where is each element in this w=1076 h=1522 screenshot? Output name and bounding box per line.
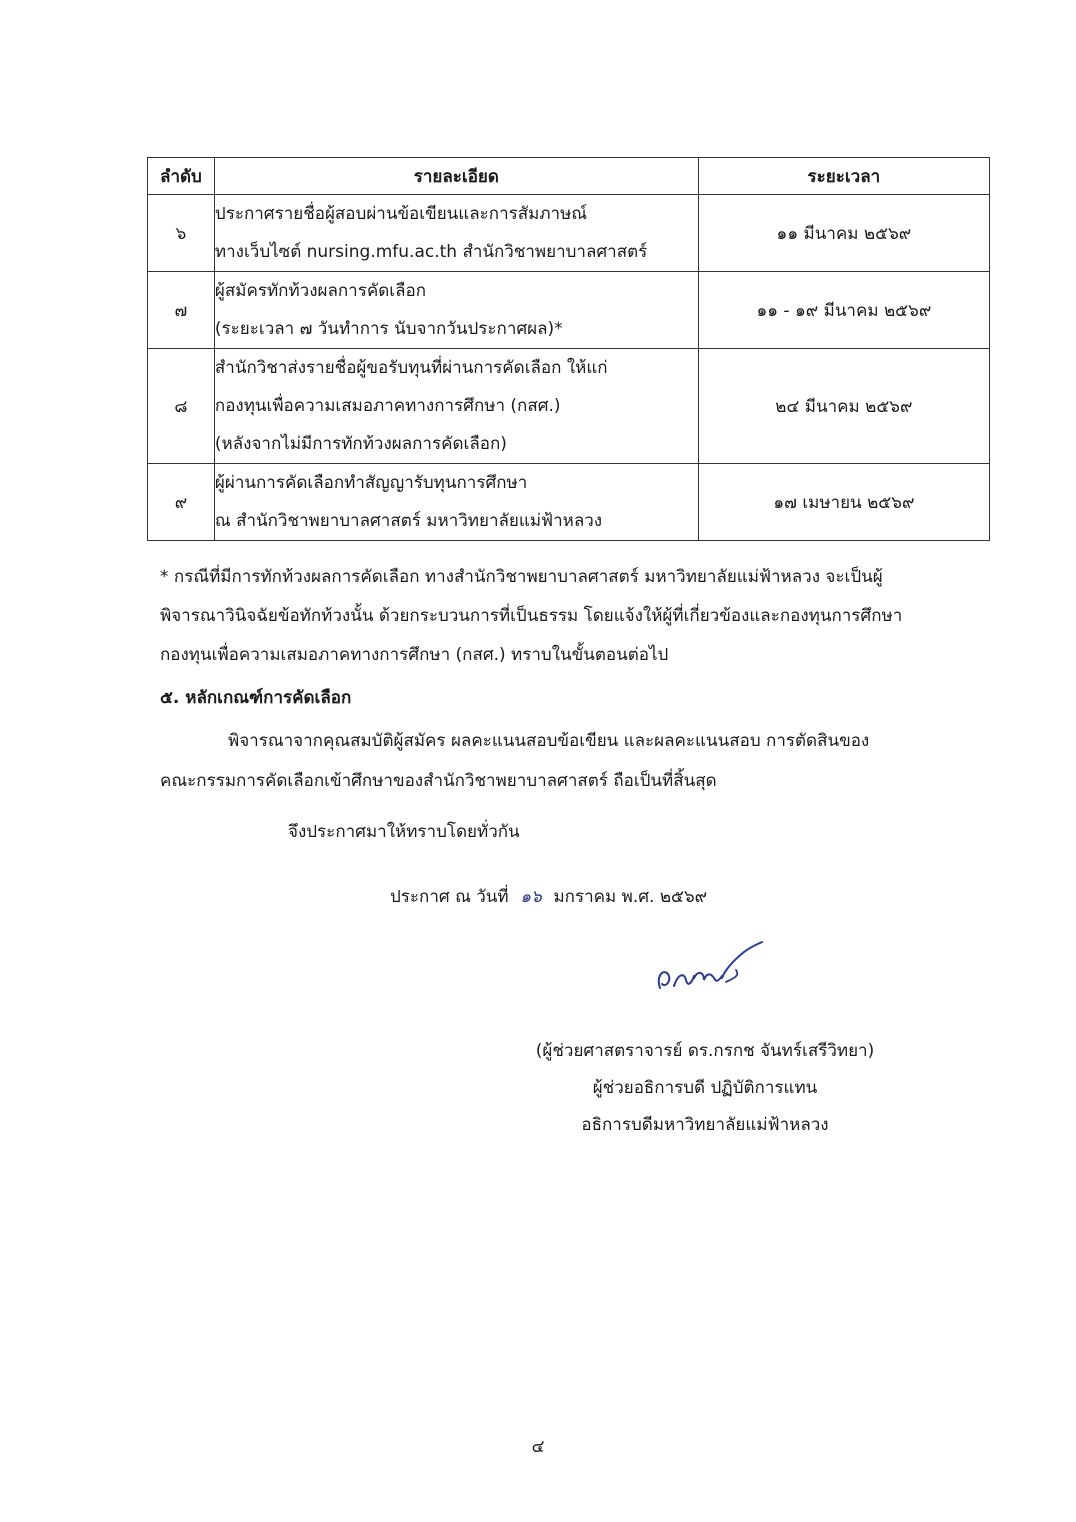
handwritten-signature	[648, 938, 768, 1002]
row-detail	[214, 349, 698, 464]
detail-line: ณ สำนักวิชาพยาบาลศาสตร์ มหาวิทยาลัยแม่ฟ้าหลวง	[214, 511, 603, 531]
signer-position: ผู้ช่วยอธิการบดี ปฏิบัติการแทน	[592, 1078, 818, 1098]
table-row	[148, 272, 990, 349]
table-row	[148, 464, 990, 541]
note-line: พิจารณาวินิจฉัยข้อทักท้วงนั้น ด้วยกระบวนการที่เป็นธรรม โดยแจ้งให้ผู้ที่เกี่ยวข้องและกองทุนการศึกษา	[160, 606, 903, 626]
table-header-row	[148, 158, 990, 195]
header-detail: รายละเอียด	[214, 158, 698, 195]
detail-line: (หลังจากไม่มีการทักท้วงผลการคัดเลือก)	[214, 434, 507, 454]
page-number: ๔	[531, 1437, 545, 1457]
criteria-paragraph	[160, 721, 980, 801]
date-suffix: มกราคม พ.ศ. ๒๕๖๙	[553, 887, 708, 907]
row-period: ๑๑ - ๑๙ มีนาคม ๒๕๖๙	[698, 272, 989, 349]
row-order: ๙	[148, 464, 215, 541]
signer-block	[480, 1033, 930, 1144]
row-detail	[214, 464, 698, 541]
criteria-line: คณะกรรมการคัดเลือกเข้าศึกษาของสำนักวิชาพยาบาลศาสตร์ ถือเป็นที่สิ้นสุด	[160, 771, 717, 791]
header-period: ระยะเวลา	[698, 158, 989, 195]
detail-line: กองทุนเพื่อความเสมอภาคทางการศึกษา (กสศ.)	[214, 396, 561, 416]
row-order: ๗	[148, 272, 215, 349]
row-order: ๘	[148, 349, 215, 464]
date-prefix: ประกาศ ณ วันที่	[390, 887, 509, 907]
row-period: ๒๔ มีนาคม ๒๕๖๙	[698, 349, 989, 464]
signer-name: (ผู้ช่วยศาสตราจารย์ ดร.กรกช จันทร์เสรีวิทยา)	[535, 1041, 875, 1061]
header-order: ลำดับ	[148, 158, 215, 195]
note-line: * กรณีที่มีการทักท้วงผลการคัดเลือก ทางสำนักวิชาพยาบาลศาสตร์ มหาวิทยาลัยแม่ฟ้าหลวง จะเป็นผู้	[160, 567, 883, 587]
closing-statement: จึงประกาศมาให้ทราบโดยทั่วกัน	[288, 822, 520, 842]
announcement-date	[390, 880, 707, 914]
row-order: ๖	[148, 195, 215, 272]
detail-line: ประกาศรายชื่อผู้สอบผ่านข้อเขียนและการสัมภาษณ์	[214, 204, 588, 224]
section-heading: ๕. หลักเกณฑ์การคัดเลือก	[160, 688, 352, 708]
table-row	[148, 349, 990, 464]
row-detail	[214, 195, 698, 272]
handwritten-day: ๑๖	[520, 887, 542, 907]
detail-line: ผู้สมัครทักท้วงผลการคัดเลือก	[214, 281, 426, 301]
note-line: กองทุนเพื่อความเสมอภาคทางการศึกษา (กสศ.) ทราบในขั้นตอนต่อไป	[160, 645, 669, 665]
row-period: ๑๑ มีนาคม ๒๕๖๙	[698, 195, 989, 272]
table-row	[148, 195, 990, 272]
detail-line: ทางเว็บไซต์ nursing.mfu.ac.th สำนักวิชาพยาบาลศาสตร์	[214, 242, 648, 262]
row-period: ๑๗ เมษายน ๒๕๖๙	[698, 464, 989, 541]
detail-line: สำนักวิชาส่งรายชื่อผู้ขอรับทุนที่ผ่านการคัดเลือก ให้แก่	[214, 358, 608, 378]
signer-position: อธิการบดีมหาวิทยาลัยแม่ฟ้าหลวง	[581, 1115, 829, 1135]
detail-line: (ระยะเวลา ๗ วันทำการ นับจากวันประกาศผล)*	[214, 319, 563, 339]
row-detail	[214, 272, 698, 349]
criteria-line: พิจารณาจากคุณสมบัติผู้สมัคร ผลคะแนนสอบข้อเขียน และผลคะแนนสอบ การตัดสินของ	[228, 731, 870, 751]
schedule-table	[147, 157, 990, 541]
objection-note	[160, 558, 980, 675]
detail-line: ผู้ผ่านการคัดเลือกทำสัญญารับทุนการศึกษา	[214, 473, 528, 493]
